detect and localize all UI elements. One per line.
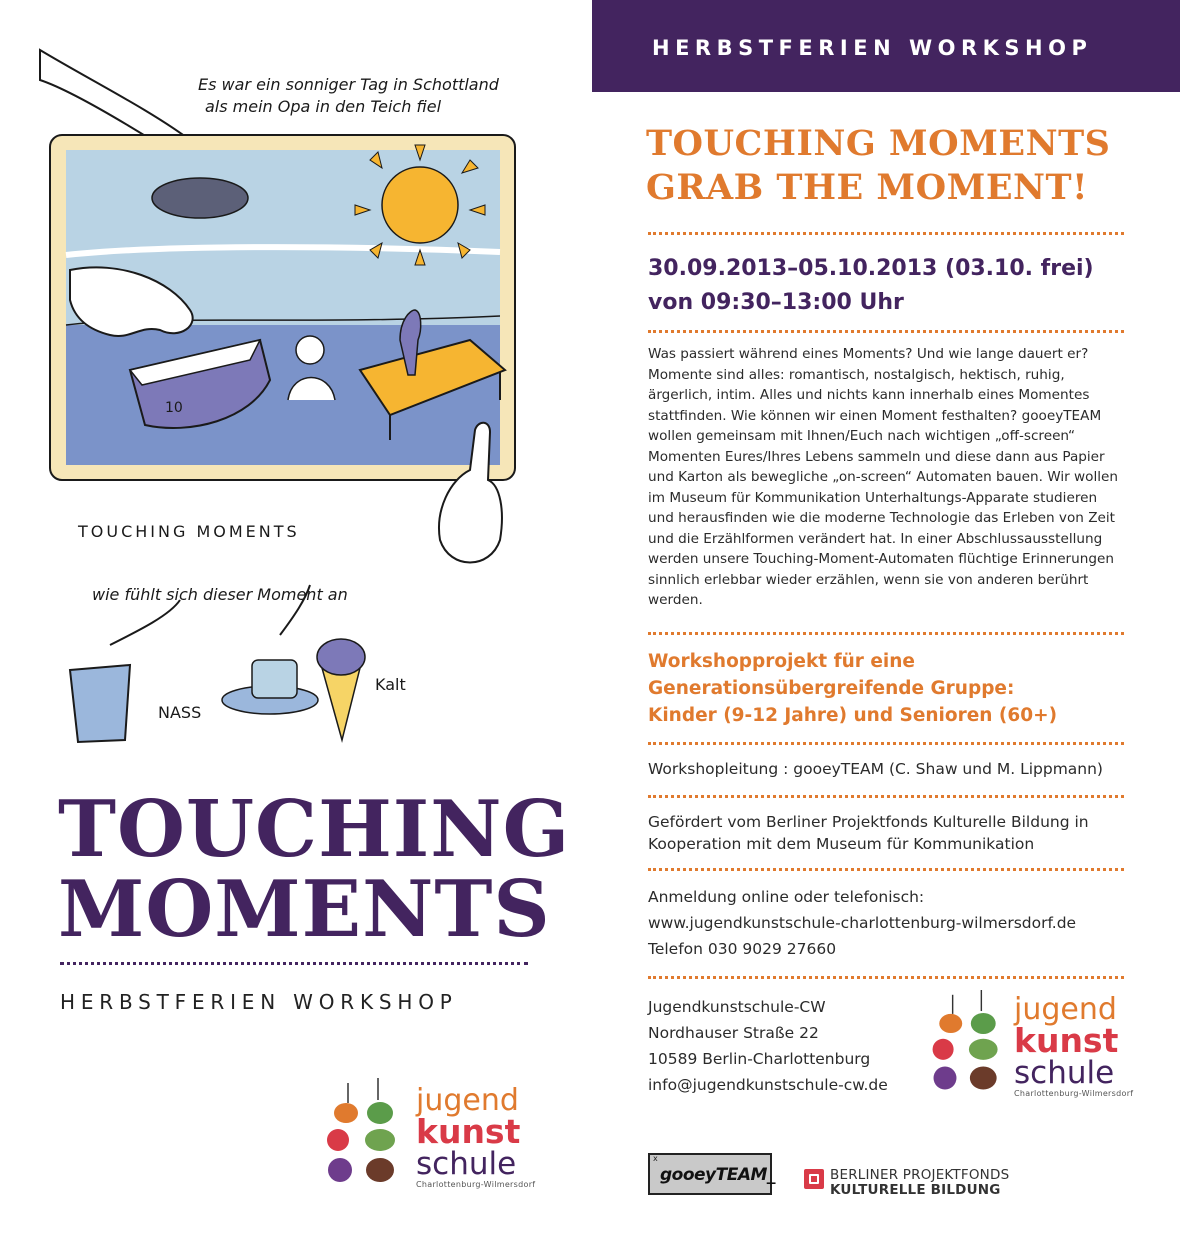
hand-drawn-illustration: [30, 40, 550, 780]
event-description: Was passiert während eines Moments? Und wie lange dauert er? Momente sind alles: romantisch, nostalgisch, hektisch, ruhig, ärgerlich, intim. Alles und nichts kann innerhalb eines Momentes stattfinden. Wie können wir einen Moment festhalten? gooeyTEAM wollen gemeinsam mit Ihnen/Euch nach wichtigen „off-screen“ Momenten Eures/Ihres Lebens sammeln und diese dann aus Papier und Karton als bewegliche „on-screen“ Automaten bauen. Wir wollen im Museum für Kommunikation Unterhaltungs-Apparate studieren und herausfinden wie die moderne Technologie das Erleben von Zeit und die Erzählformen verändert hat. In einer Abschlussausstellung werden unsere Touching-Moment-Automaten flüchtige Erinnerungen sinnlich erlebbar wieder erzählen, wenn sie von anderen berührt werden.: [648, 346, 1119, 608]
logo-subline: Charlottenburg-Wilmersdorf: [416, 1180, 536, 1189]
funding-note: [648, 811, 1148, 855]
funding-line-1: Gefördert vom Berliner Projektfonds Kulturelle Bildung in: [648, 813, 1089, 831]
workshop-lead: Workshopleitung : gooeyTEAM (C. Shaw und M. Lippmann): [648, 760, 1103, 778]
cover-divider: [60, 962, 528, 965]
cloud-icon: [152, 178, 248, 218]
address-name: Jugendkunstschule-CW: [648, 998, 826, 1016]
ice-cream-icon: [317, 639, 365, 740]
illustration-heading-2: wie fühlt sich dieser Moment an: [92, 585, 348, 604]
gooeyteam-logo-text: gooeyTEAM_: [660, 1165, 775, 1185]
target-group: [648, 648, 1148, 729]
registration-phone: Telefon 030 9029 27660: [648, 940, 837, 958]
logo-subline: Charlottenburg-Wilmersdorf: [1014, 1089, 1134, 1098]
address-street: Nordhauser Straße 22: [648, 1024, 819, 1042]
jugendkunstschule-logo: [922, 990, 1152, 1110]
cover-subtitle: HERBSTFERIEN WORKSHOP: [60, 990, 458, 1014]
illustration-caption-1: Es war ein sonniger Tag in Schottland: [198, 75, 499, 94]
logo-word-schule: schule: [1014, 1055, 1115, 1091]
divider: [648, 795, 1124, 798]
logo-word-kunst: kunst: [416, 1112, 521, 1151]
boat-number: 10: [165, 400, 183, 416]
target-line-1: Workshopprojekt für eine: [648, 651, 915, 672]
logo-word-jugend: jugend: [416, 1083, 519, 1118]
target-line-3: Kinder (9-12 Jahre) und Senioren (60+): [648, 705, 1058, 726]
illustration-heading-1: TOUCHING MOMENTS: [78, 522, 300, 541]
logo-word-schule: schule: [416, 1146, 517, 1182]
registration-label: Anmeldung online oder telefonisch:: [648, 888, 925, 906]
cover-title: [58, 784, 571, 955]
main-title-line-2: GRAB THE MOMENT!: [646, 167, 1088, 208]
cover-title-line-2: MOMENTS: [58, 864, 551, 955]
projektfonds-icon: [804, 1169, 824, 1189]
illustration-caption-2: als mein Opa in den Teich fiel: [205, 97, 442, 116]
info-panel: [592, 0, 1180, 1251]
registration-url-link[interactable]: www.jugendkunstschule-charlottenburg-wilmersdorf.de: [648, 914, 1077, 932]
header-band: [592, 0, 1180, 92]
projektfonds-logo: [804, 1167, 1044, 1201]
ice-cube-icon: [222, 585, 318, 714]
divider: [648, 330, 1124, 333]
event-time: von 09:30–13:00 Uhr: [648, 290, 904, 315]
funding-line-2: Kooperation mit dem Museum für Kommunikation: [648, 835, 1035, 853]
cover-title-line-1: TOUCHING: [58, 784, 571, 875]
label-cold: Kalt: [375, 675, 406, 694]
main-title-line-1: TOUCHING MOMENTS: [646, 123, 1111, 164]
event-dates: [648, 252, 1168, 320]
target-line-2: Generationsübergreifende Gruppe:: [648, 678, 1015, 699]
gooeyteam-mark: x: [653, 1154, 658, 1163]
address-city: 10589 Berlin-Charlottenburg: [648, 1050, 871, 1068]
projektfonds-line-2: KULTURELLE BILDUNG: [830, 1182, 1001, 1198]
address-email-link[interactable]: info@jugendkunstschule-cw.de: [648, 1076, 888, 1094]
registration-info: [648, 884, 1148, 962]
logo-word-kunst: kunst: [1014, 1021, 1119, 1060]
divider: [648, 232, 1124, 235]
divider: [648, 868, 1124, 871]
flower-stones-icon: [922, 990, 1012, 1100]
label-wet: NASS: [158, 703, 202, 722]
divider: [648, 632, 1124, 635]
jugendkunstschule-logo: [318, 1078, 548, 1198]
gooeyteam-logo: [648, 1153, 775, 1195]
flower-stones-icon: [318, 1078, 408, 1193]
main-title: [646, 122, 1166, 210]
projektfonds-line-1: BERLINER PROJEKTFONDS: [830, 1167, 1010, 1183]
event-date: 30.09.2013–05.10.2013 (03.10. frei): [648, 256, 1094, 281]
header-title: HERBSTFERIEN WORKSHOP: [652, 36, 1093, 60]
divider: [648, 976, 1124, 979]
divider: [648, 742, 1124, 745]
logo-word-jugend: jugend: [1014, 992, 1117, 1027]
